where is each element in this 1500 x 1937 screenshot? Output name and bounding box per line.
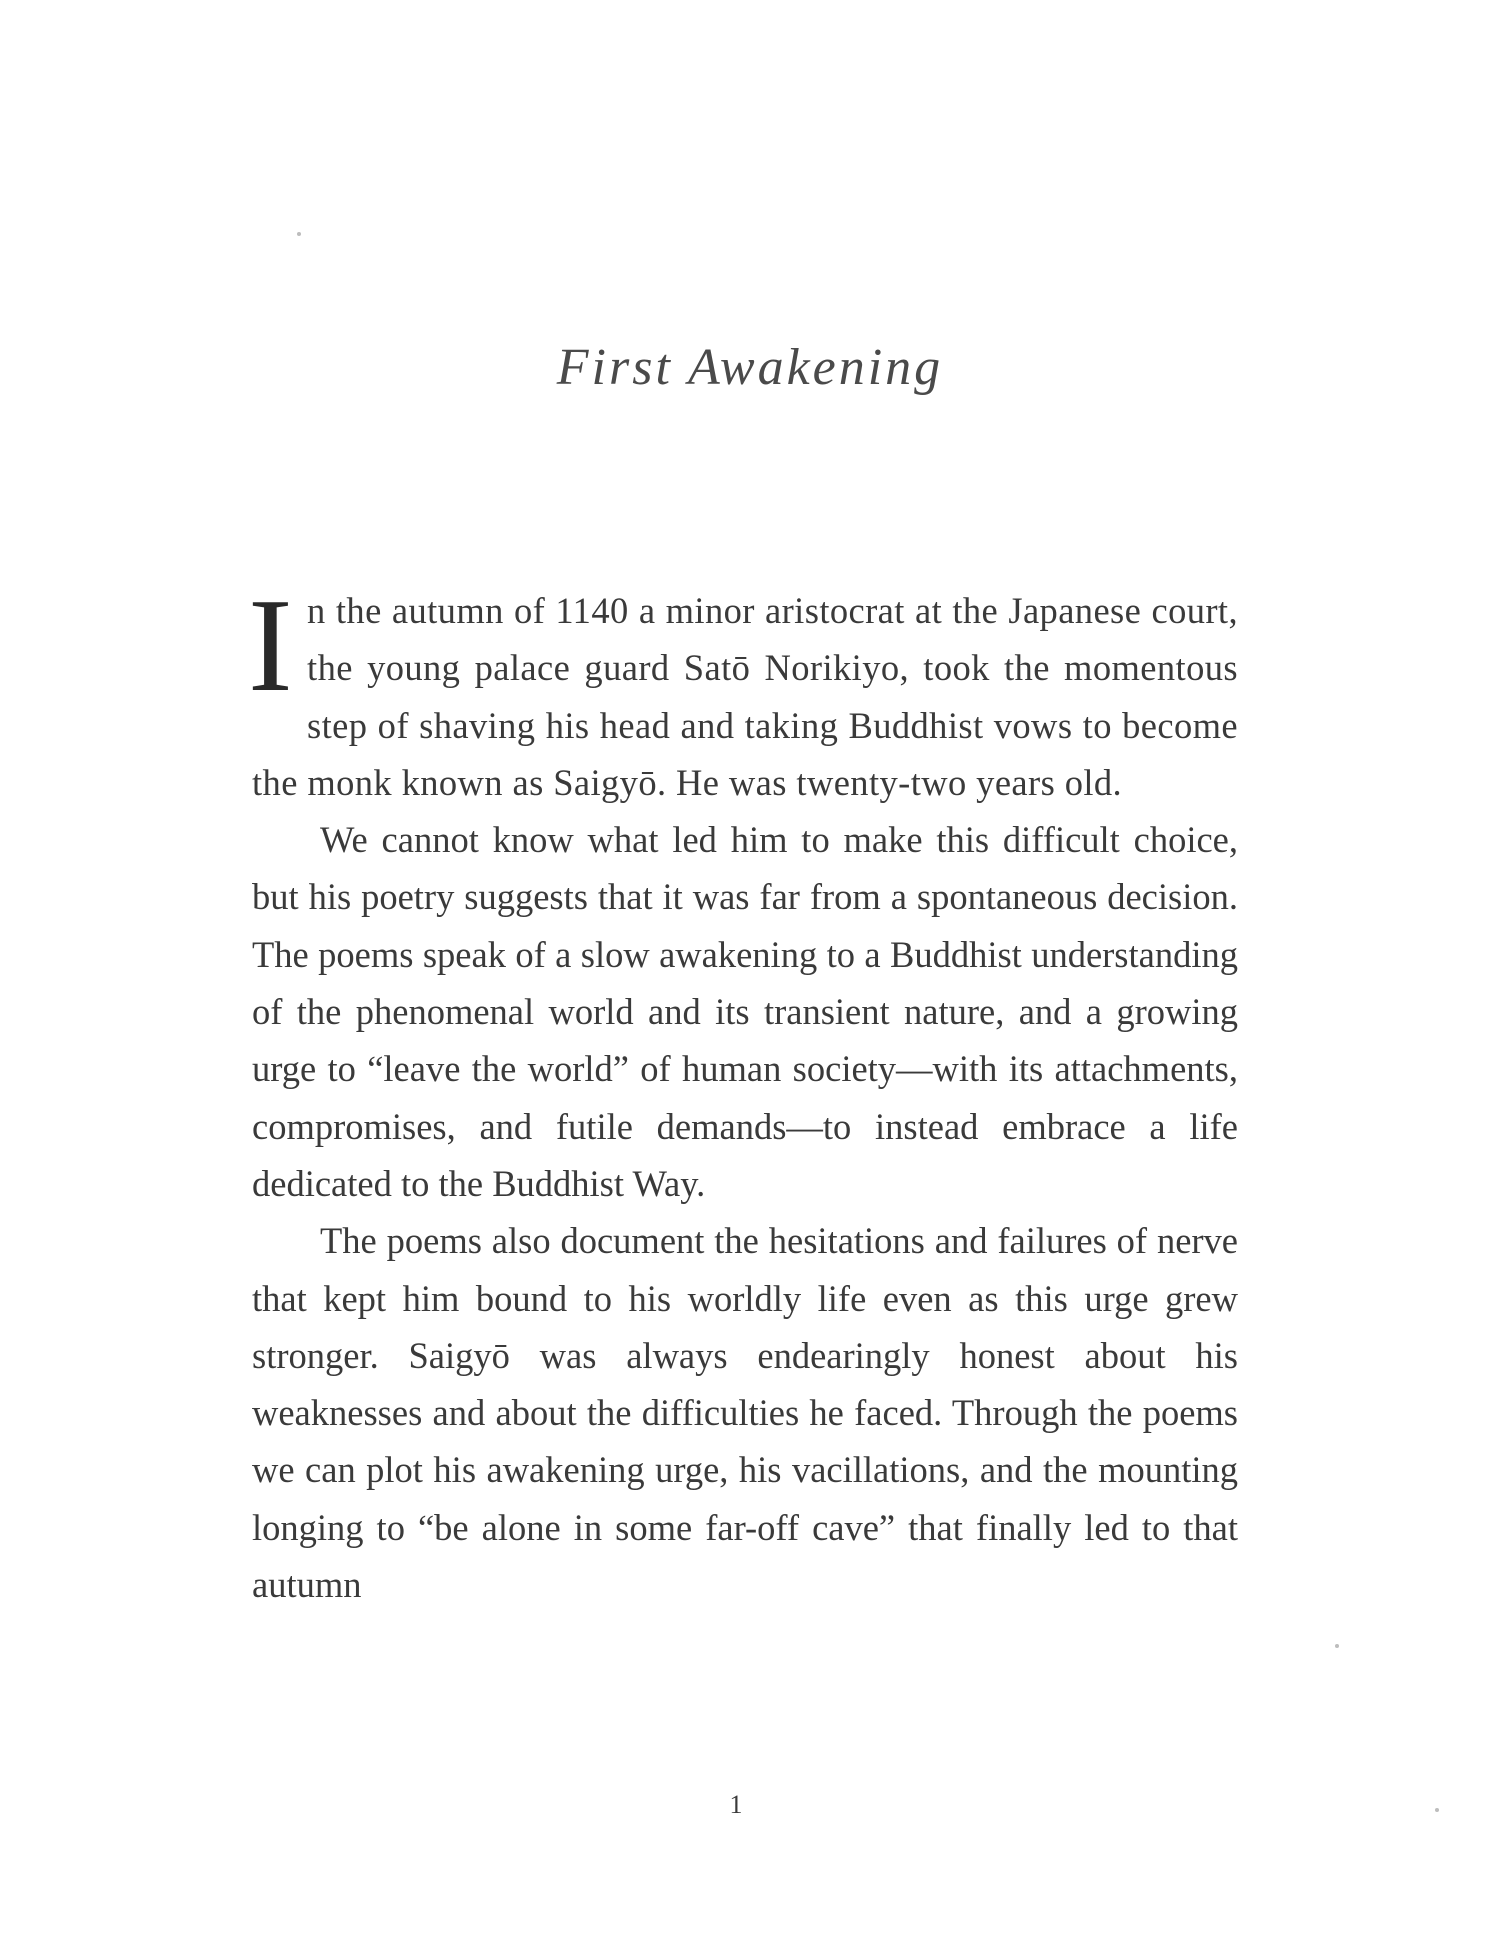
page-number: 1 [729,1790,743,1819]
paragraph-1-text: n the autumn of 1140 a minor aristocrat at the Japanese court, the young palace guard Satō Norikiyo, took the momentous step of shaving his head and taking Buddhist vows to become the monk known as Saigyō. He was twenty-two years old. [252,590,1238,803]
chapter-title: First Awakening [556,339,944,396]
body-text [248,571,1238,1613]
paragraph-1 [248,571,1238,811]
scan-speck [297,232,301,236]
paragraph-3: The poems also document the hesitations and failures of nerve that kept him bound to his worldly life even as this urge grew stronger. Saigyō was always endearingly honest about his weaknesses and about the difficulties he faced. Through the poems we can plot his awakening urge, his vacillations, and the mounting longing to “be alone in some far-off cave” that finally led to that autumn [252,1220,1238,1606]
paragraph-2: We cannot know what led him to make this difficult choice, but his poetry suggests that it was far from a spontaneous decision. The poems speak of a slow awakening to a Buddhist understanding of the phenomenal world and its transient nature, and a growing urge to “leave the world” of human society—with its attachments, compromises, and futile demands—to instead embrace a life dedicated to the Buddhist Way. [252,819,1238,1204]
scan-speck [1335,1644,1339,1648]
drop-cap: I [248,571,294,719]
